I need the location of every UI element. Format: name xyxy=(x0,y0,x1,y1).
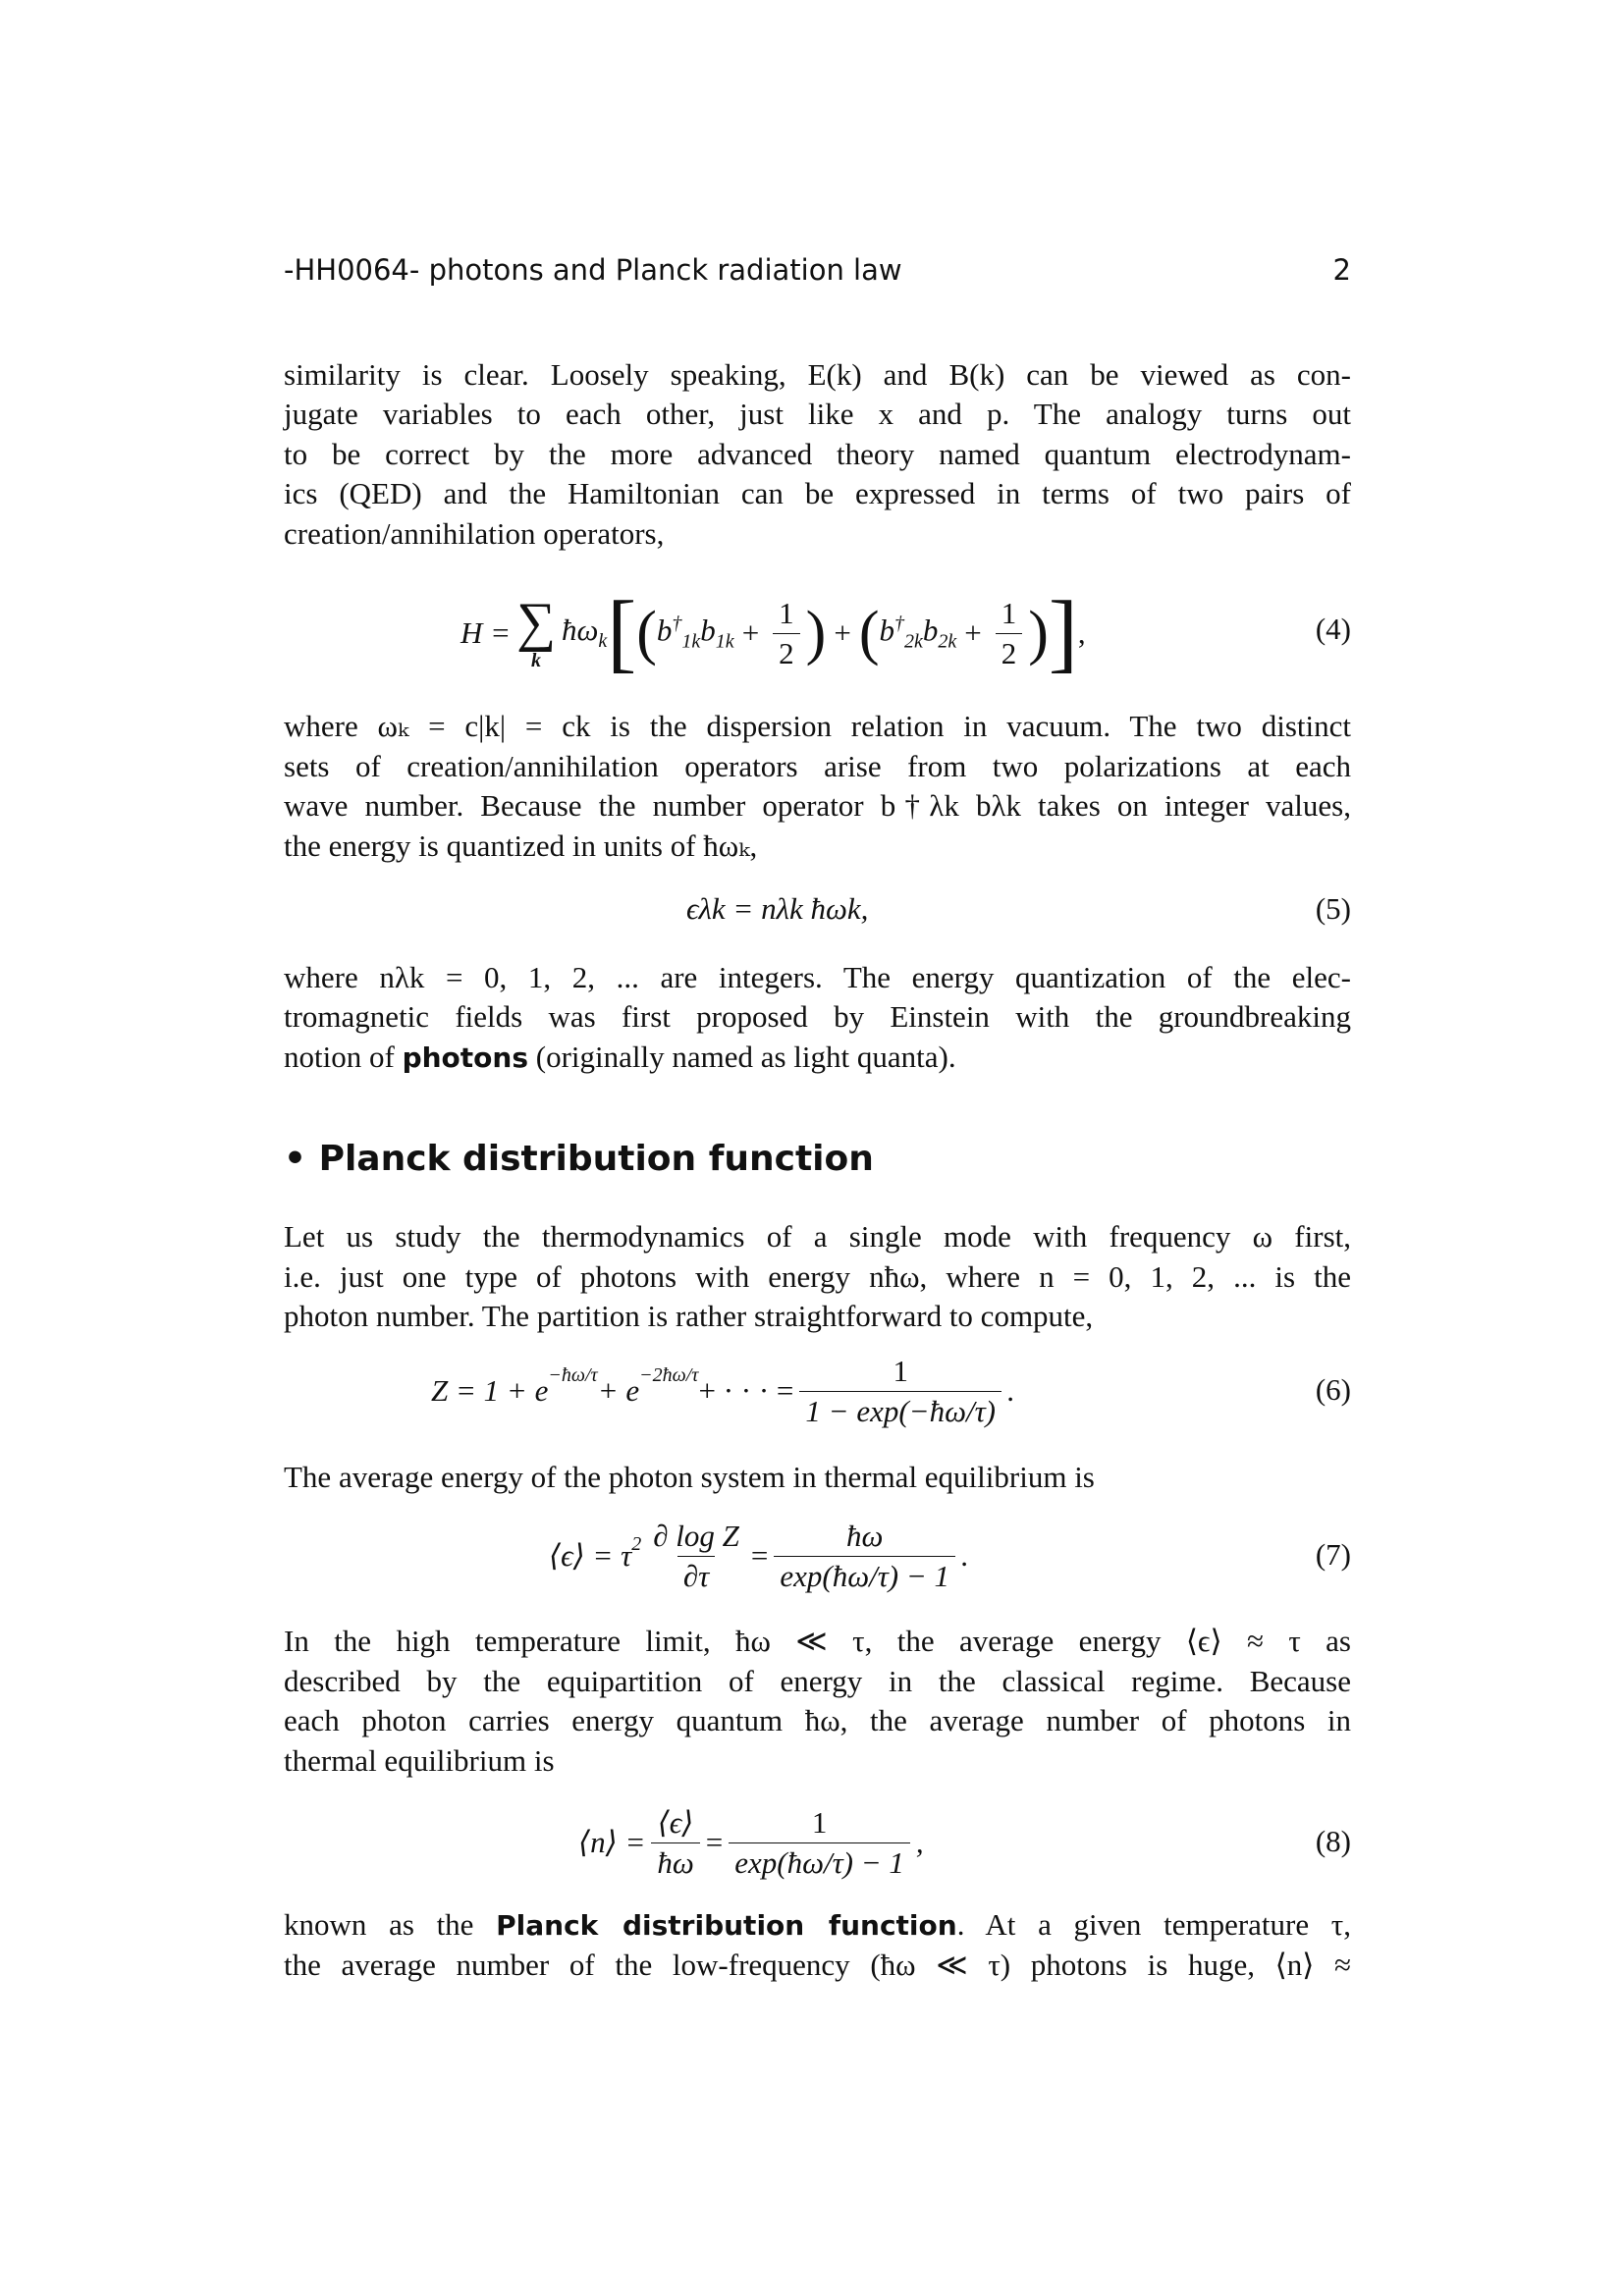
equation-8: ⟨n⟩ = $\frac{⟨\epsilon⟩}{ħ\omega}$ = $\frac{1}{\exp(ħ\omega/\tau) - 1}$ , (8) xyxy=(578,1804,1351,1880)
open-bracket: [ xyxy=(607,584,637,681)
equation-number: (4) xyxy=(1315,612,1351,646)
eq5-body: ϵλk = nλk ħωk, xyxy=(686,891,869,926)
para2-line: wave number. Because the number operator b†λk bλk takes on integer values, xyxy=(284,788,1351,823)
para2-line: where ωₖ = c|k| = ck is the dispersion relation in vacuum. The two distinct xyxy=(284,709,1351,743)
para3-line: where nλk = 0, 1, 2, ... are integers. The energy quantization of the elec- xyxy=(284,960,1351,994)
page-number: 2 xyxy=(1332,253,1351,287)
equation-number: (5) xyxy=(1315,891,1351,926)
para1-line: creation/annihilation operators, xyxy=(284,516,665,551)
para7-line: known as the Planck distribution function. At a given temperature τ, xyxy=(284,1907,1352,1942)
eq4-lhs: H = xyxy=(460,615,512,650)
para7-line: the average number of the low-frequency (ħω ≪ τ) photons is huge, ⟨n⟩ ≈ xyxy=(284,1948,1351,1982)
para6-line: thermal equilibrium is xyxy=(284,1743,555,1778)
para4-line: photon number. The partition is rather straightforward to compute, xyxy=(284,1299,1094,1333)
para1-line: similarity is clear. Loosely speaking, E(k) and B(k) can be viewed as con- xyxy=(284,357,1351,392)
running-header xyxy=(284,253,1351,287)
bold-term: Planck distribution function xyxy=(496,1909,957,1942)
para5-line: The average energy of the photon system in thermal equilibrium is xyxy=(284,1460,1095,1494)
para6-line: In the high temperature limit, ħω ≪ τ, the average energy ⟨ϵ⟩ ≈ τ as xyxy=(284,1624,1351,1658)
equation-7: ⟨ϵ⟩ = τ $^2$ $\frac{\text{∂ log Z}}{\partial\tau}$ = $\frac{ħ\omega}{\exp(ħ\omega/\tau) - 1}$ . (7) xyxy=(549,1518,1351,1593)
equation-5 xyxy=(284,891,1351,931)
equation-number: (8) xyxy=(1315,1824,1351,1858)
para1-line: ics (QED) and the Hamiltonian can be expressed in terms of two pairs of xyxy=(284,476,1351,510)
equation-6: Z = 1 + e $^{-ħ\omega/\tau}$ + e $^{-2ħ\omega/\tau}$ + · · · = $\frac{1}{1 - \exp(-ħ\omega/\tau)}$ . (6) xyxy=(431,1353,1351,1428)
section-title: Planck distribution function xyxy=(318,1139,874,1179)
para4-line: i.e. just one type of photons with energy nħω, where n = 0, 1, 2, ... is the xyxy=(284,1259,1351,1294)
para1-line: jugate variables to each other, just like x and p. The analogy turns out xyxy=(284,397,1351,431)
equation-number: (7) xyxy=(1315,1537,1351,1572)
para3-line: tromagnetic fields was first proposed by Einstein with the groundbreaking xyxy=(284,999,1351,1034)
para4-line: Let us study the thermodynamics of a single mode with frequency ω first, xyxy=(284,1219,1351,1254)
close-bracket: ] xyxy=(1048,584,1078,681)
equation-4: H = ∑ k $ħ\omega_k$ [ ( $b^\dagger_{1k}b_{1k}$ + $\frac{1}{2}$ ) + ( $b^\dagger_{2k}b_{2k}$ + $\frac{1}{2}$ ) ] , (4) xyxy=(460,584,1351,681)
para3-line: notion of photons (originally named as light quanta). xyxy=(284,1040,956,1074)
para1-line: to be correct by the more advanced theory named quantum electrodynam- xyxy=(284,437,1351,471)
bold-term: photons xyxy=(402,1041,528,1074)
section-heading xyxy=(284,1139,874,1179)
para2-line: the energy is quantized in units of ħωₖ, xyxy=(284,828,758,863)
para2-line: sets of creation/annihilation operators arise from two polarizations at each xyxy=(284,749,1351,783)
header-title: -HH0064- photons and Planck radiation law xyxy=(284,253,902,287)
para6-line: described by the equipartition of energy in the classical regime. Because xyxy=(284,1664,1351,1698)
para6-line: each photon carries energy quantum ħω, the average number of photons in xyxy=(284,1703,1351,1737)
equation-number: (6) xyxy=(1315,1372,1351,1407)
bullet-icon: • xyxy=(284,1139,307,1179)
sum-symbol: ∑ k xyxy=(516,591,556,671)
